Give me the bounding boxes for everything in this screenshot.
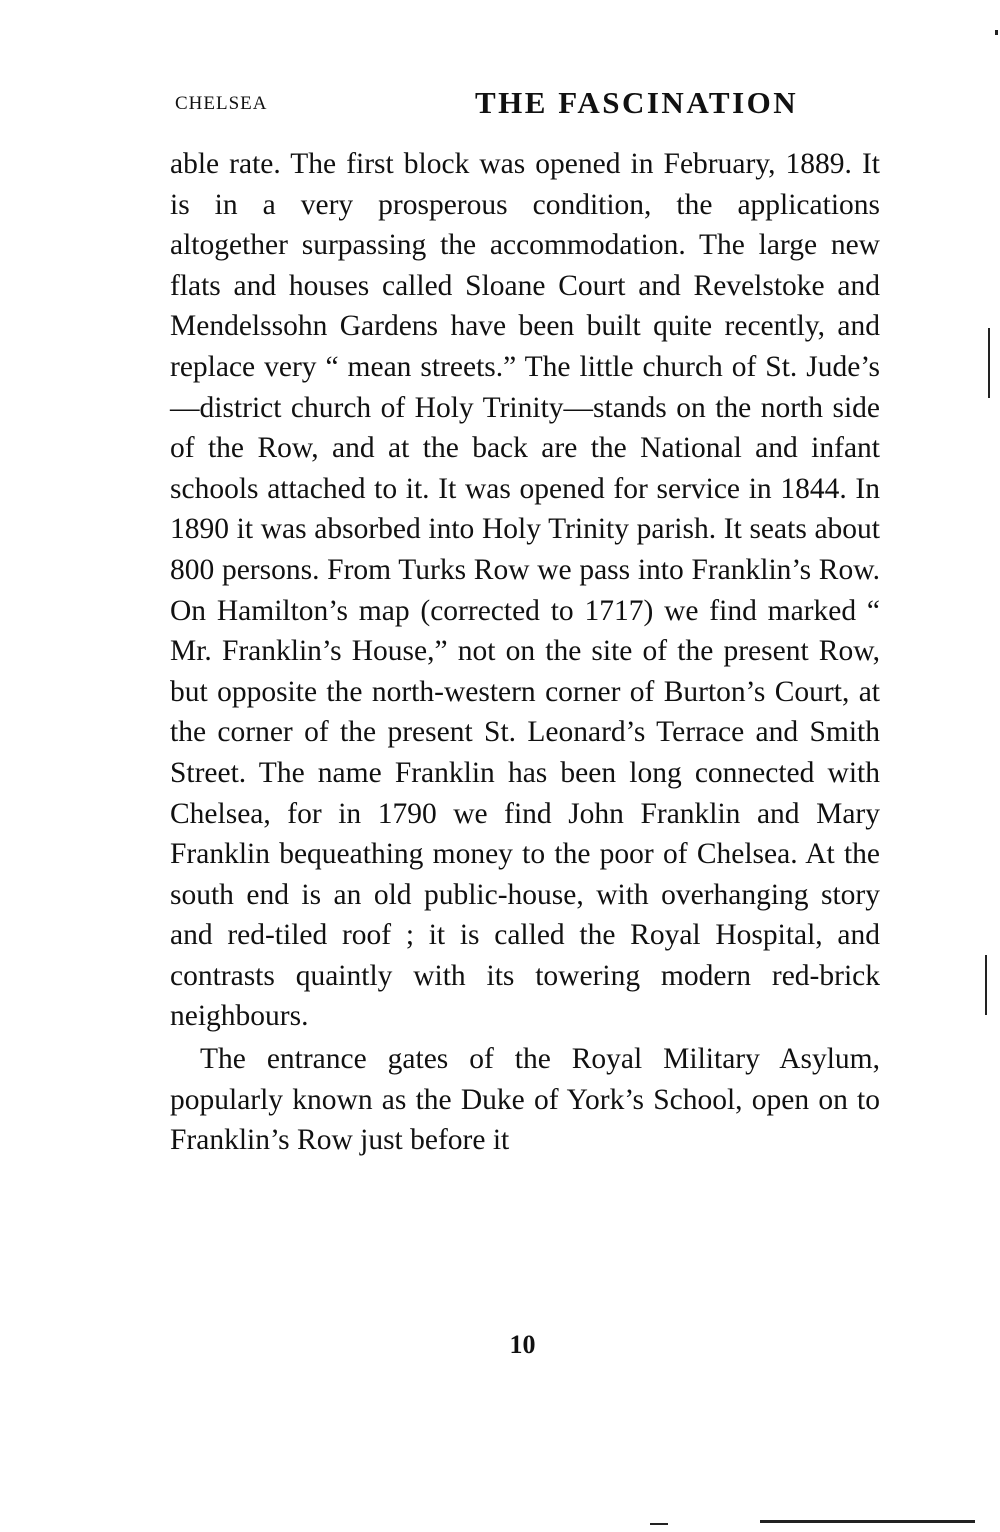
scan-artifact-line — [650, 1523, 668, 1525]
paragraph-continued: able rate. The first block was opened in February, 1889. It is in a very prosperous condition, the applications altogether surpassing the accommodation. The large new flats and houses called Sloane Court and Revelstoke and Mendelssohn Gardens have been built quite recently, and replace very “ mean streets.” The little church of St. Jude’s—district church of Holy Trinity—stands on the north side of the Row, and at the back are the National and infant schools attached to it. It was opened for service in 1844. In 1890 it was absorbed into Holy Trinity parish. It seats about 800 persons. From Turks Row we pass into Franklin’s Row. On Hamilton’s map (corrected to 1717) we find marked “ Mr. Franklin’s House,” not on the site of the present Row, but opposite the north-western corner of Burton’s Court, at the corner of the present St. Leonard’s Terrace and Smith Street. The name Franklin has been long connected with Chelsea, for in 1790 we find John Franklin and Mary Franklin bequeathing money to the poor of Chelsea. At the south end is an old public-house, with overhanging story and red-tiled roof ; it is called the Royal Hospital, and contrasts quaintly with its towering modern red-brick neighbours. — [170, 148, 880, 1033]
scan-artifact-line — [988, 328, 990, 398]
paragraph: The entrance gates of the Royal Military Asylum, popularly known as the Duke of York’s School, open on to Franklin’s Row just before it — [170, 1043, 880, 1157]
page-body — [170, 144, 880, 1161]
running-head-title: THE FASCINATION — [475, 85, 799, 120]
scan-artifact-line — [760, 1520, 975, 1523]
scan-artifact-line — [985, 955, 987, 1015]
running-head-section: CHELSEA — [175, 93, 268, 114]
page-number: 10 — [509, 1330, 536, 1359]
scan-artifact-dot — [995, 30, 998, 35]
